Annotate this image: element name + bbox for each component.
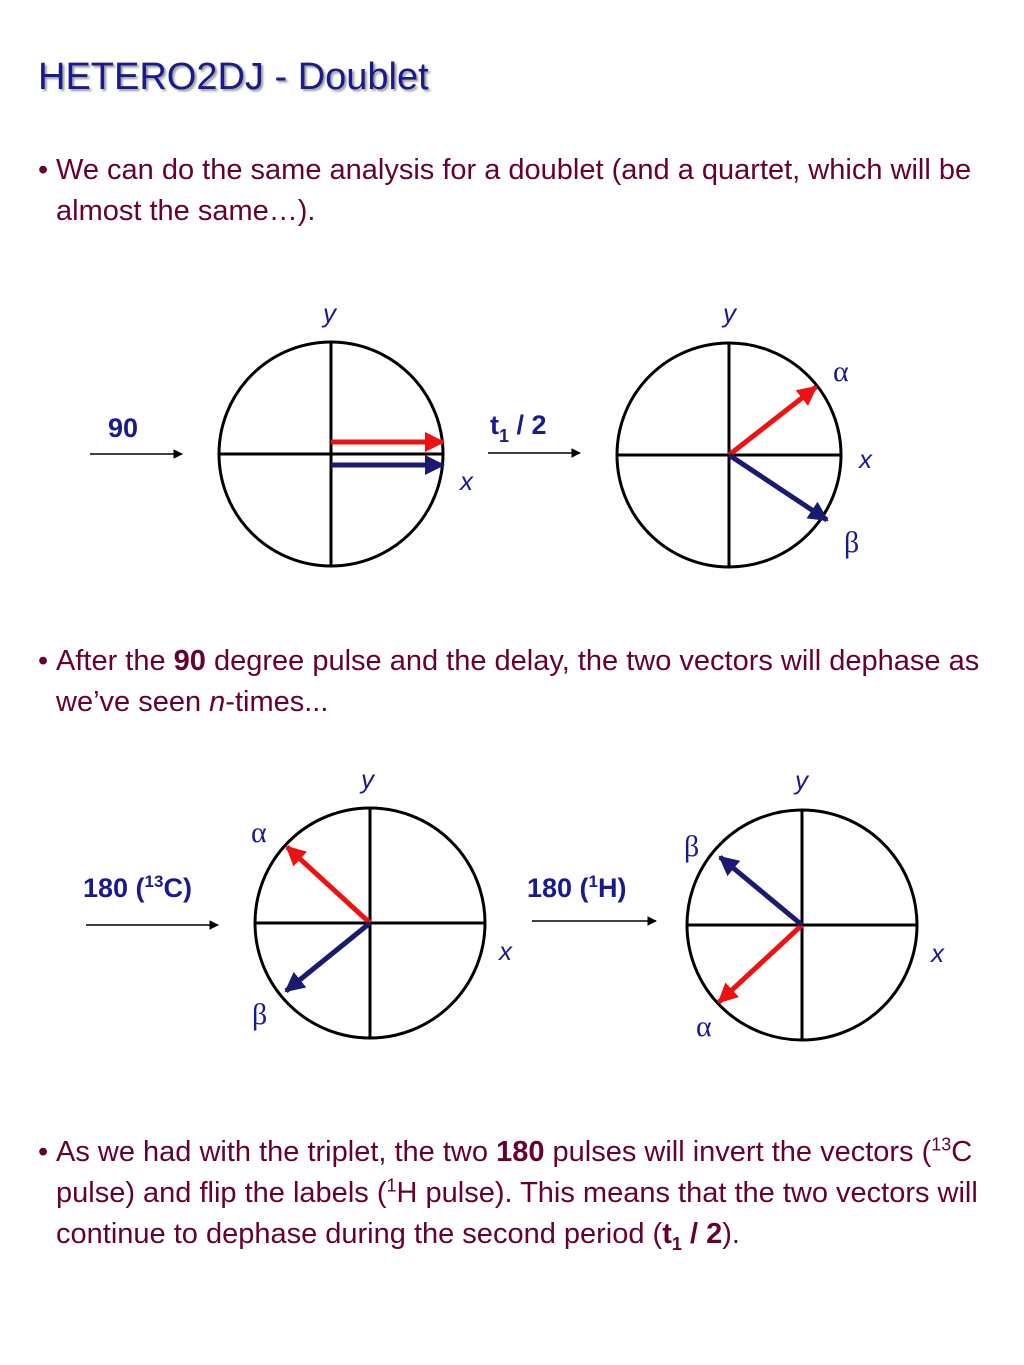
label-superscript: 1	[588, 872, 599, 891]
step-t1-half	[488, 410, 580, 453]
x-axis-label: x	[931, 938, 944, 968]
p2-segment: degree pulse and the delay, the two vectors will dephase as we’ve seen	[56, 645, 980, 718]
bullet-mark: •	[38, 645, 49, 677]
p3-segment: ).	[722, 1218, 740, 1250]
alpha-label: α	[696, 1010, 712, 1043]
p3-segment: pulses will invert the vectors (	[544, 1136, 932, 1168]
bullet-mark: •	[38, 154, 49, 186]
bullet-mark: •	[38, 1136, 49, 1168]
p3-superscript: 1	[386, 1175, 397, 1196]
step-90-pulse	[90, 413, 182, 454]
p3-segment: C pulse) and flip the labels (	[56, 1136, 973, 1209]
beta-label: β	[844, 526, 860, 559]
label-post: H)	[598, 873, 627, 903]
p3-segment: H pulse). This means that the two vectors will continue to dephase during the second period (	[56, 1177, 978, 1250]
y-axis-label: y	[323, 298, 336, 328]
label-superscript: 13	[144, 872, 164, 891]
alpha-vector	[719, 925, 802, 1002]
alpha-vector	[729, 387, 816, 455]
step-180-1h	[527, 872, 656, 921]
p3-segment: As we had with the triplet, the two	[56, 1136, 497, 1168]
y-axis-label: y	[361, 764, 374, 794]
beta-vector	[720, 857, 802, 925]
p3-bold-half: / 2	[681, 1218, 723, 1250]
p2-segment: -times...	[225, 686, 329, 718]
step-label-180-13c	[83, 872, 192, 903]
y-axis-label: y	[723, 298, 736, 328]
p2-segment: After the	[56, 645, 174, 677]
paragraph-1-text: We can do the same analysis for a doublet (and a quartet, which will be almost the same…).	[56, 154, 972, 227]
label-pre: 180 (	[527, 873, 589, 903]
alpha-vector	[287, 847, 370, 923]
p2-italic-n: n	[209, 686, 226, 718]
slide-title: HETERO2DJ - Doublet	[38, 56, 429, 98]
alpha-label: α	[251, 816, 267, 849]
x-axis-label: x	[859, 444, 872, 474]
circle-diagram-1	[219, 298, 474, 566]
beta-vector	[729, 455, 827, 520]
circle-diagram-2	[617, 298, 873, 567]
step-label-t1-half	[490, 410, 547, 446]
p3-superscript: 13	[931, 1134, 952, 1155]
alpha-label: α	[833, 355, 849, 388]
step-label-90: 90	[108, 413, 139, 443]
y-axis-label: y	[795, 765, 808, 795]
label-subscript: 1	[499, 426, 510, 446]
beta-label: β	[684, 830, 700, 863]
label-pre: 180 (	[83, 873, 145, 903]
beta-vector	[286, 923, 370, 991]
step-180-13c	[83, 872, 218, 925]
p3-bold-180: 180	[496, 1136, 545, 1168]
p3-subscript: 1	[671, 1233, 682, 1254]
beta-label: β	[252, 998, 268, 1031]
circle-diagram-3	[251, 764, 513, 1038]
step-label-180-1h	[527, 872, 627, 903]
x-axis-label: x	[460, 466, 473, 496]
label-rest: / 2	[509, 410, 547, 440]
label-t: t	[490, 410, 499, 440]
p2-bold-90: 90	[173, 645, 206, 677]
label-post: C)	[163, 873, 192, 903]
circle-diagram-4	[684, 765, 945, 1043]
x-axis-label: x	[499, 936, 512, 966]
p3-bold-t: t	[662, 1218, 672, 1250]
